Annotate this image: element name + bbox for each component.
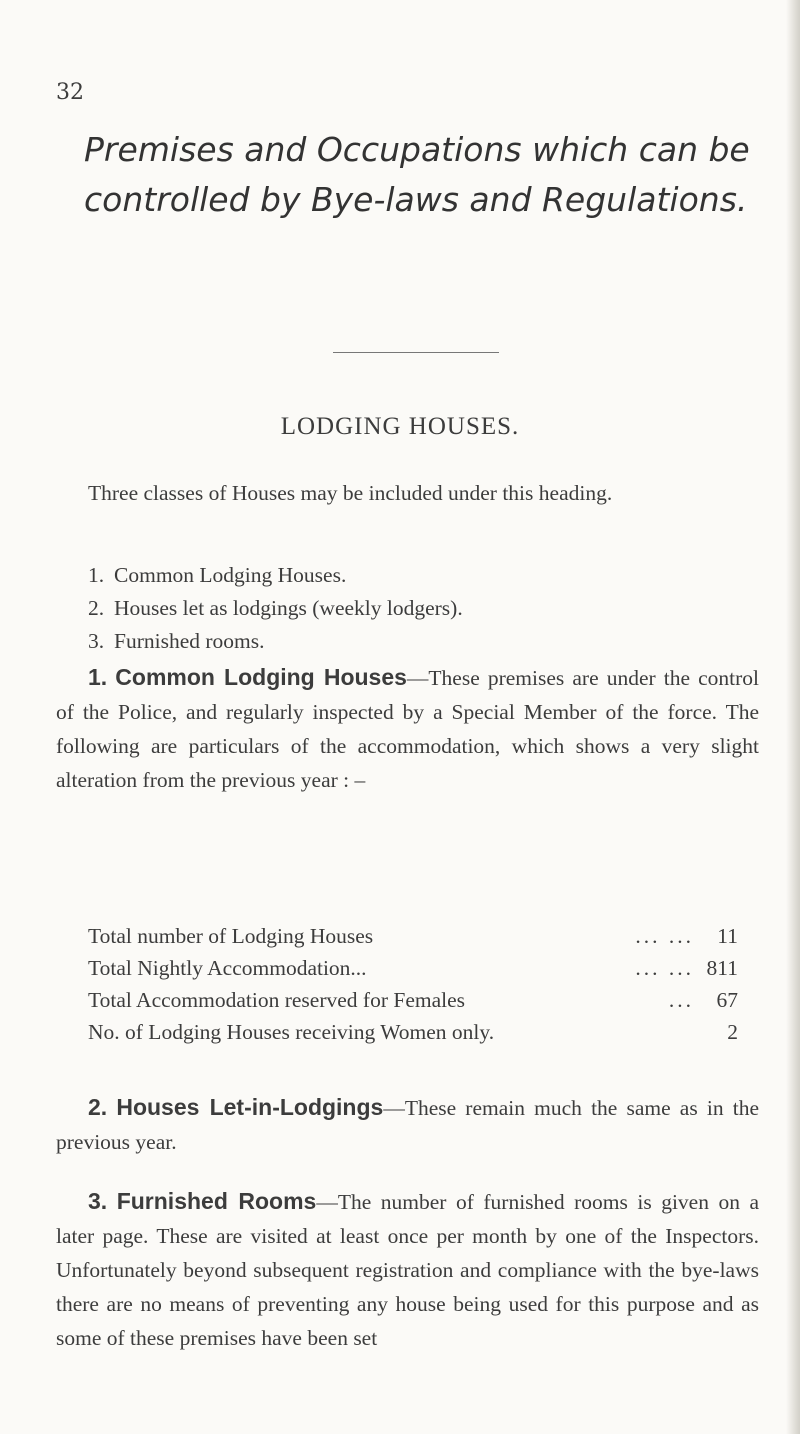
- intro-paragraph: Three classes of Houses may be included under this heading.: [88, 481, 613, 505]
- list-item-label: Common Lodging Houses.: [114, 563, 347, 587]
- list-item-number: 1.: [88, 563, 105, 587]
- stat-leader: ... ...: [635, 956, 694, 980]
- list-item-number: 2.: [88, 596, 105, 620]
- common-lodging-heading: Common Lodging Houses: [115, 664, 407, 690]
- house-classes-list: [88, 560, 463, 659]
- furnished-rooms-paragraph: [56, 1184, 759, 1355]
- stat-row: [88, 984, 738, 1016]
- stat-leader: ...: [668, 988, 694, 1012]
- furnished-rooms-text: —The number of furnished rooms is given on a later page. These are visited at least once per month by one of the Inspectors. Unfortunately beyond subsequent registration and compliance with the bye-laws there are no means of preventing any house being used for this purpose and as some of these premises have been set: [56, 1190, 760, 1350]
- list-item: [88, 593, 463, 623]
- stat-row: [88, 952, 738, 984]
- list-item: [88, 626, 463, 656]
- page-title-line-2: controlled by Bye-laws and Regulations.: [84, 180, 748, 219]
- stat-leader: ... ...: [635, 924, 694, 948]
- page-title-line-1: Premises and Occupations which can be: [84, 130, 750, 169]
- houses-let-paragraph: [56, 1090, 759, 1159]
- list-item-label: Furnished rooms.: [114, 629, 265, 653]
- houses-let-text: —These remain much the same as in the previous year.: [56, 1096, 759, 1154]
- houses-let-number: 2.: [88, 1094, 108, 1120]
- list-item: [88, 560, 463, 590]
- furnished-rooms-heading: Furnished Rooms: [116, 1188, 317, 1214]
- list-item-label: Houses let as lodgings (weekly lodgers).: [114, 596, 463, 620]
- common-lodging-paragraph: [56, 660, 759, 797]
- accommodation-stats: [88, 920, 738, 1048]
- list-item-number: 3.: [88, 629, 105, 653]
- stat-value: 2: [727, 1020, 738, 1044]
- furnished-rooms-number: 3.: [88, 1188, 108, 1214]
- stat-row: [88, 920, 738, 952]
- common-lodging-text: —These premises are under the control of the Police, and regularly inspected by a Special Member of the force. The following are particulars of the accommodation, which shows a very slight alteration from the previous year : –: [56, 666, 759, 792]
- title-divider: [333, 352, 499, 353]
- stat-label: Total Nightly Accommodation...: [88, 956, 367, 980]
- page-number: 32: [56, 80, 84, 105]
- stat-label: No. of Lodging Houses receiving Women only.: [88, 1020, 495, 1044]
- stat-value: 67: [716, 988, 738, 1012]
- houses-let-heading: Houses Let-in-Lodgings: [116, 1094, 384, 1120]
- page-edge-shadow: [786, 0, 800, 1434]
- stat-label: Total Accommodation reserved for Females: [88, 988, 466, 1012]
- stat-row: [88, 1016, 738, 1048]
- common-lodging-number: 1.: [88, 664, 108, 690]
- stat-label: Total number of Lodging Houses: [88, 924, 374, 948]
- stat-value: 811: [706, 956, 738, 980]
- section-heading: LODGING HOUSES.: [280, 413, 520, 440]
- stat-value: 11: [717, 924, 738, 948]
